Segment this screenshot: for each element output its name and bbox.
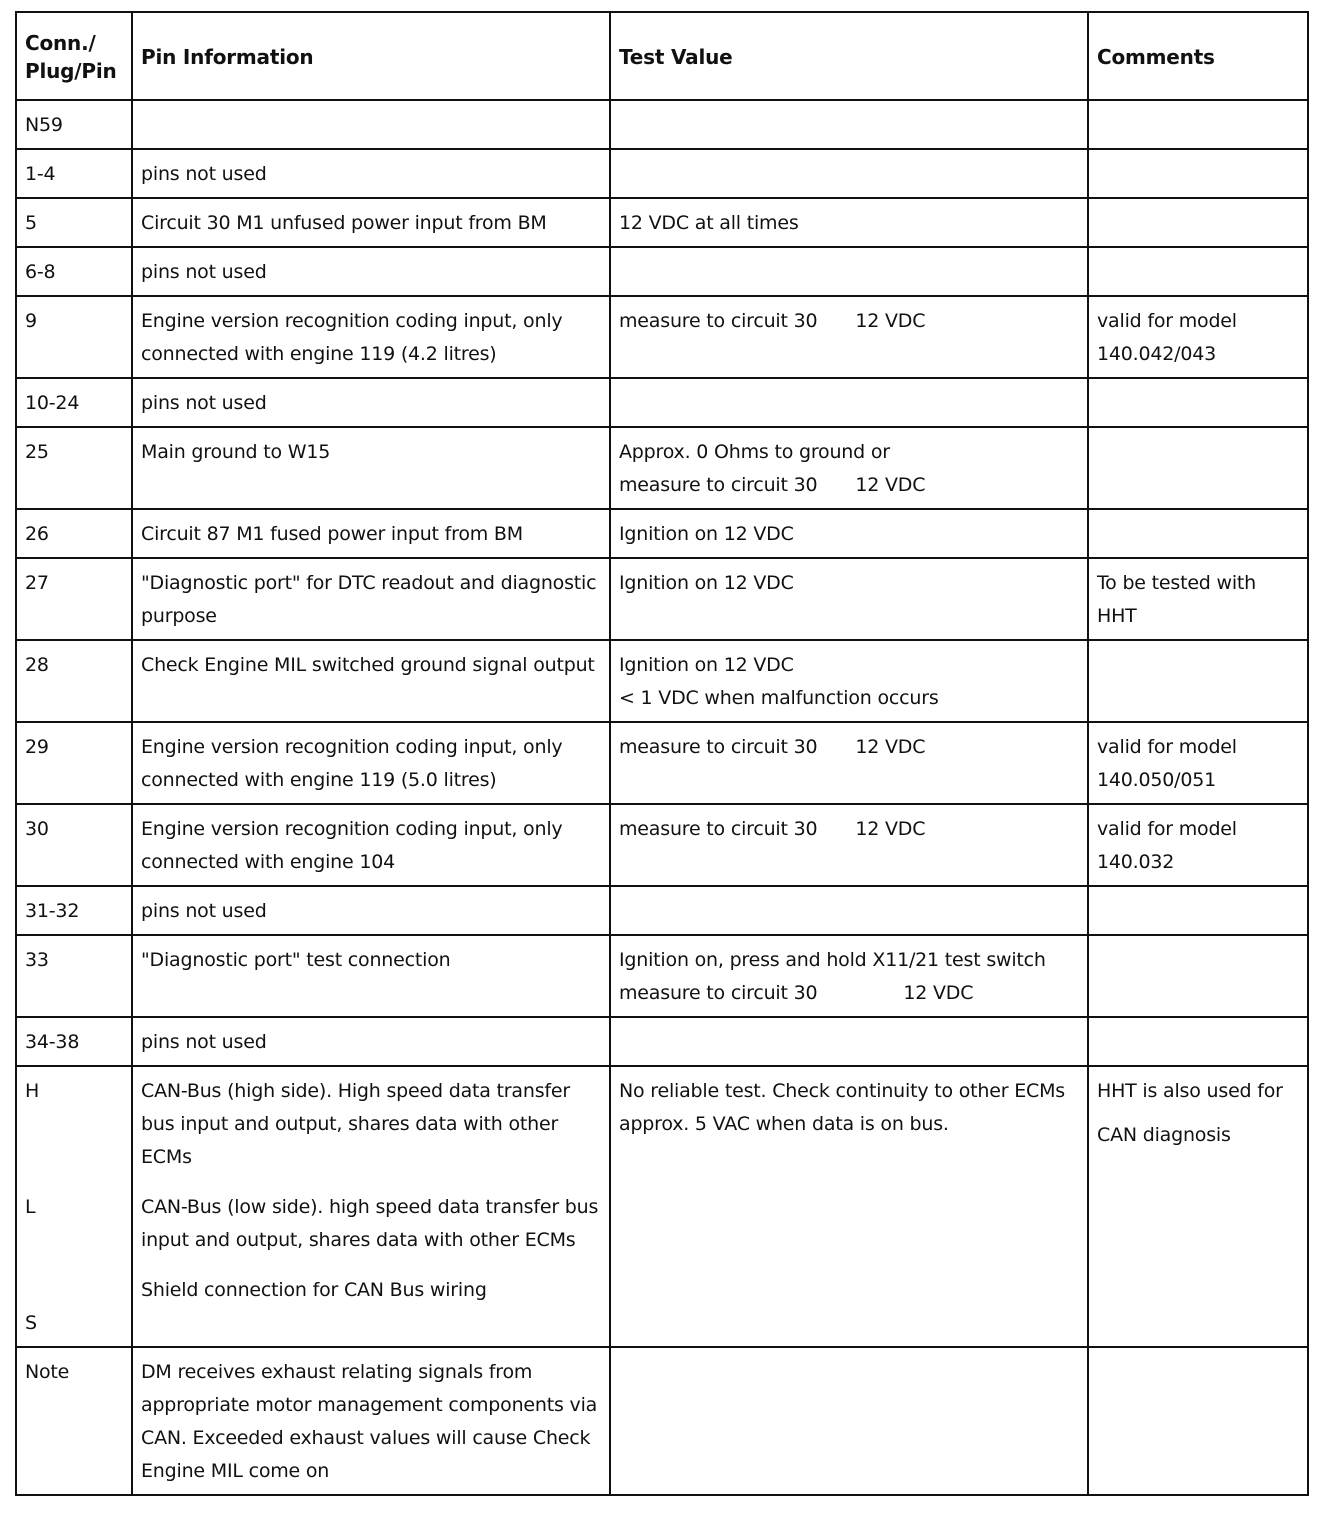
table-row: [16, 100, 1308, 149]
pin-cell: [16, 1066, 132, 1347]
test-cell: [610, 1066, 1088, 1347]
table-row: [16, 722, 1308, 804]
info-cell: Check Engine MIL switched ground signal output: [132, 640, 610, 722]
can-bus-row: [16, 1066, 1308, 1347]
pin-cell: 28: [16, 640, 132, 722]
table-row: [16, 935, 1308, 1017]
pin-cell: 26: [16, 509, 132, 558]
table-row: [16, 378, 1308, 427]
table-row: [16, 427, 1308, 509]
note-row: [16, 1347, 1308, 1495]
comment-cell: [1088, 378, 1308, 427]
header-test-value: Test Value: [610, 12, 1088, 100]
comment-line: CAN diagnosis: [1097, 1124, 1231, 1146]
comment-cell: [1088, 427, 1308, 509]
pin-h: H: [25, 1080, 40, 1102]
comment-cell: [1088, 100, 1308, 149]
info-cell: pins not used: [132, 149, 610, 198]
pin-cell: 5: [16, 198, 132, 247]
pin-cell: 6-8: [16, 247, 132, 296]
table-row: [16, 509, 1308, 558]
info-cell: Main ground to W15: [132, 427, 610, 509]
test-line: Approx. 0 Ohms to ground or: [619, 441, 890, 463]
test-line: [619, 977, 1079, 1010]
info-cell: Engine version recognition coding input, only connected with engine 119 (5.0 litres): [132, 722, 610, 804]
pin-cell: 31-32: [16, 886, 132, 935]
info-can-high: CAN-Bus (high side). High speed data transfer bus input and output, shares data with other ECMs: [141, 1080, 570, 1168]
info-can-shield: Shield connection for CAN Bus wiring: [141, 1279, 487, 1301]
test-voltage: 12 VDC: [903, 982, 974, 1004]
pin-cell: 25: [16, 427, 132, 509]
comment-cell: [1088, 1347, 1308, 1495]
table-row: [16, 198, 1308, 247]
table-row: [16, 640, 1308, 722]
test-cell: [610, 100, 1088, 149]
test-cell: 12 VDC at all times: [610, 198, 1088, 247]
table-row: [16, 1017, 1308, 1066]
pin-cell: 33: [16, 935, 132, 1017]
pin-cell: 9: [16, 296, 132, 378]
comment-cell: valid for model 140.032: [1088, 804, 1308, 886]
comment-cell: valid for model 140.050/051: [1088, 722, 1308, 804]
pin-cell: 1-4: [16, 149, 132, 198]
test-cell: [610, 296, 1088, 378]
test-line: < 1 VDC when malfunction occurs: [619, 687, 939, 709]
test-line: No reliable test. Check continuity to other ECMs: [619, 1080, 1065, 1102]
test-cell: Ignition on 12 VDC: [610, 558, 1088, 640]
table-row: [16, 886, 1308, 935]
header-row: [16, 12, 1308, 100]
pin-cell: 34-38: [16, 1017, 132, 1066]
pin-cell: 27: [16, 558, 132, 640]
pin-cell: 29: [16, 722, 132, 804]
comment-cell: valid for model 140.042/043: [1088, 296, 1308, 378]
pin-s: S: [25, 1312, 37, 1334]
comment-cell: [1088, 198, 1308, 247]
table-row: [16, 247, 1308, 296]
info-cell: Circuit 30 M1 unfused power input from BM: [132, 198, 610, 247]
table-row: [16, 149, 1308, 198]
test-cell: [610, 427, 1088, 509]
comment-cell: [1088, 1066, 1308, 1347]
comment-cell: [1088, 886, 1308, 935]
comment-cell: [1088, 640, 1308, 722]
pin-cell: 10-24: [16, 378, 132, 427]
test-cell: [610, 640, 1088, 722]
test-cell: Ignition on 12 VDC: [610, 509, 1088, 558]
comment-cell: [1088, 1017, 1308, 1066]
test-text: measure to circuit 30: [619, 474, 818, 496]
header-comments: Comments: [1088, 12, 1308, 100]
test-cell: [610, 935, 1088, 1017]
info-cell: pins not used: [132, 886, 610, 935]
test-cell: [610, 247, 1088, 296]
test-cell: [610, 1347, 1088, 1495]
test-text: measure to circuit 30: [619, 818, 818, 840]
info-can-low: CAN-Bus (low side). high speed data transfer bus input and output, shares data with other ECMs: [141, 1196, 599, 1251]
info-cell: Circuit 87 M1 fused power input from BM: [132, 509, 610, 558]
test-cell: [610, 378, 1088, 427]
pin-l: L: [25, 1196, 36, 1218]
info-cell: "Diagnostic port" test connection: [132, 935, 610, 1017]
info-cell: pins not used: [132, 1017, 610, 1066]
info-cell: Engine version recognition coding input, only connected with engine 104: [132, 804, 610, 886]
test-text: measure to circuit 30: [619, 982, 818, 1004]
info-cell: [132, 1066, 610, 1347]
table-row: [16, 558, 1308, 640]
comment-cell: [1088, 247, 1308, 296]
test-cell: [610, 1017, 1088, 1066]
comment-cell: [1088, 935, 1308, 1017]
test-line: approx. 5 VAC when data is on bus.: [619, 1113, 949, 1135]
test-voltage: 12 VDC: [855, 736, 926, 758]
test-cell: [610, 149, 1088, 198]
note-label: Note: [16, 1347, 132, 1495]
test-voltage: 12 VDC: [855, 474, 926, 496]
pin-cell: N59: [16, 100, 132, 149]
table-row: [16, 804, 1308, 886]
table-row: [16, 296, 1308, 378]
test-line: Ignition on 12 VDC: [619, 654, 794, 676]
test-line: Ignition on, press and hold X11/21 test switch: [619, 949, 1046, 971]
info-cell: Engine version recognition coding input, only connected with engine 119 (4.2 litres): [132, 296, 610, 378]
pin-cell: 30: [16, 804, 132, 886]
comment-cell: [1088, 509, 1308, 558]
comment-cell: [1088, 149, 1308, 198]
test-cell: [610, 722, 1088, 804]
test-voltage: 12 VDC: [855, 818, 926, 840]
pin-table: [15, 11, 1309, 1496]
test-voltage: 12 VDC: [855, 310, 926, 332]
note-text: DM receives exhaust relating signals from appropriate motor management components via CAN. Exceeded exhaust values will cause Check Engine MIL come on: [132, 1347, 610, 1495]
info-cell: pins not used: [132, 378, 610, 427]
info-cell: "Diagnostic port" for DTC readout and diagnostic purpose: [132, 558, 610, 640]
comment-cell: To be tested with HHT: [1088, 558, 1308, 640]
header-pin-info: Pin Information: [132, 12, 610, 100]
info-cell: pins not used: [132, 247, 610, 296]
header-conn: Conn./ Plug/Pin: [16, 12, 132, 100]
test-line: [619, 469, 1079, 502]
info-cell: [132, 100, 610, 149]
test-cell: [610, 804, 1088, 886]
test-text: measure to circuit 30: [619, 736, 818, 758]
test-text: measure to circuit 30: [619, 310, 818, 332]
comment-line: HHT is also used for: [1097, 1080, 1283, 1102]
test-cell: [610, 886, 1088, 935]
